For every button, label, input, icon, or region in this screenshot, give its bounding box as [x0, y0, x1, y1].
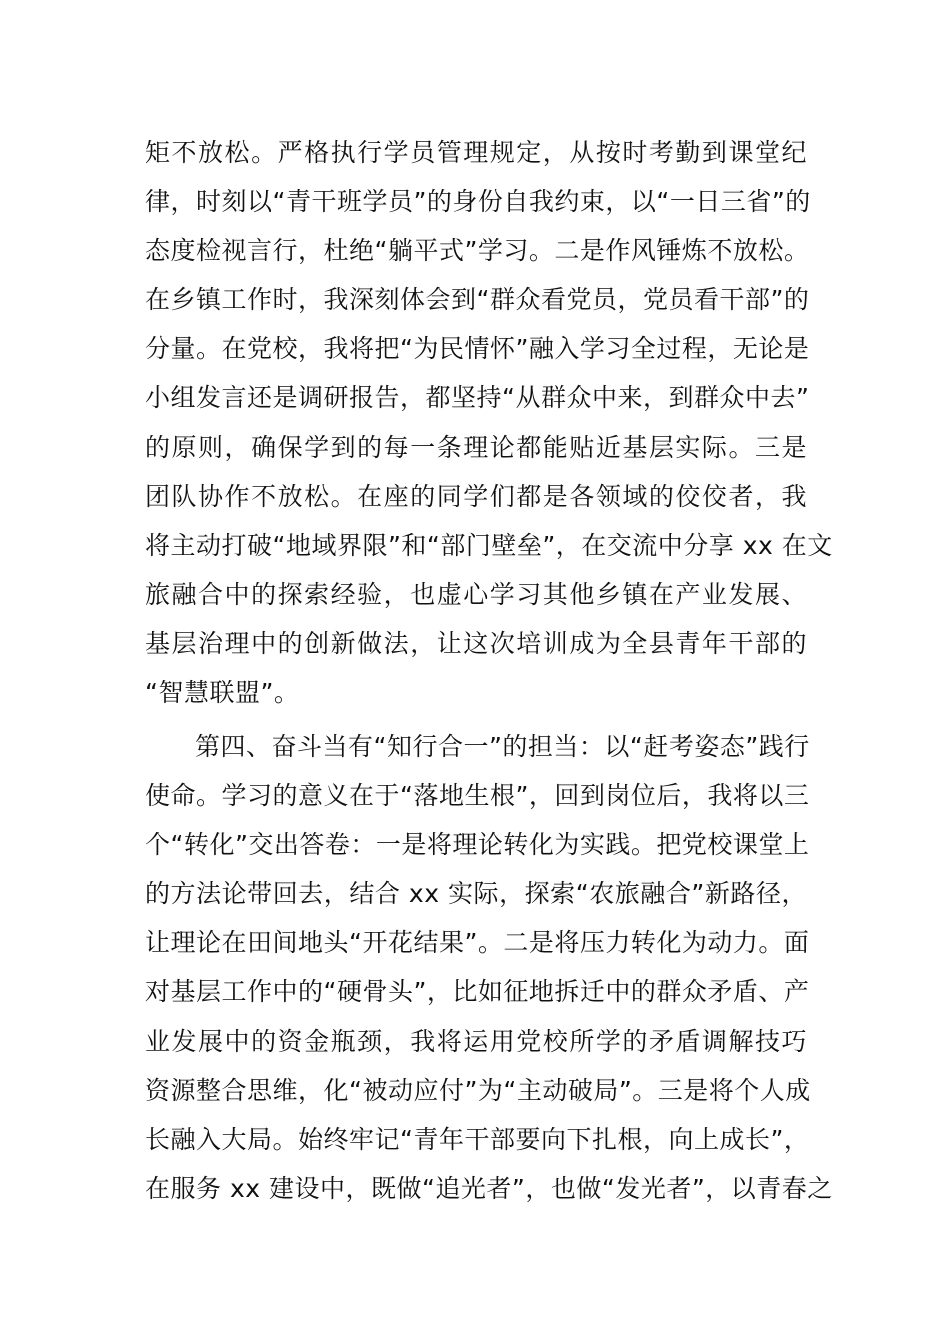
paragraph-line: 业发展中的资金瓶颈，我将运用党校所学的矛盾调解技巧: [145, 1027, 807, 1056]
paragraph-line: 资源整合思维，化“被动应付”为“主动破局”。三是将个人成: [145, 1076, 811, 1105]
paragraph-line: 律，时刻以“青干班学员”的身份自我约束，以“一日三省”的: [145, 187, 811, 216]
paragraph-line: 让理论在田间地头“开花结果”。二是将压力转化为动力。面: [145, 928, 810, 957]
paragraph-line: 个“转化”交出答卷：一是将理论转化为实践。把党校课堂上: [145, 830, 810, 859]
paragraph-line: 第四、奋斗当有“知行合一”的担当：以“赶考姿态”践行: [195, 732, 810, 761]
paragraph-line: 小组发言还是调研报告，都坚持“从群众中来，到群众中去”: [145, 383, 810, 412]
paragraph-line: 的方法论带回去，结合 xx 实际，探索“农旅融合”新路径，: [145, 879, 807, 908]
paragraph-line: 将主动打破“地域界限”和“部门壁垒”，在交流中分享 xx 在文: [145, 531, 833, 560]
paragraph-line: 团队协作不放松。在座的同学们都是各领域的佼佼者，我: [145, 482, 807, 511]
paragraph-line: 分量。在党校，我将把“为民情怀”融入学习全过程，无论是: [145, 334, 810, 363]
paragraph-line: 对基层工作中的“硬骨头”，比如征地拆迁中的群众矛盾、产: [145, 977, 810, 1006]
paragraph-line: 态度检视言行，杜绝“躺平式”学习。二是作风锤炼不放松。: [145, 236, 810, 265]
paragraph-line: 矩不放松。严格执行学员管理规定，从按时考勤到课堂纪: [145, 138, 807, 167]
paragraph-line: 使命。学习的意义在于“落地生根”，回到岗位后，我将以三: [145, 781, 810, 810]
paragraph-line: 基层治理中的创新做法，让这次培训成为全县青年干部的: [145, 629, 807, 658]
paragraph-line: 长融入大局。始终牢记“青年干部要向下扎根，向上成长”，: [145, 1125, 810, 1154]
paragraph-line: 在乡镇工作时，我深刻体会到“群众看党员，党员看干部”的: [145, 285, 810, 314]
paragraph-line: 在服务 xx 建设中，既做“追光者”，也做“发光者”，以青春之: [145, 1174, 833, 1203]
paragraph-line: 旅融合中的探索经验，也虚心学习其他乡镇在产业发展、: [145, 580, 807, 609]
paragraph-line: 的原则，确保学到的每一条理论都能贴近基层实际。三是: [145, 433, 807, 462]
paragraph-line: “智慧联盟”。: [145, 678, 300, 707]
